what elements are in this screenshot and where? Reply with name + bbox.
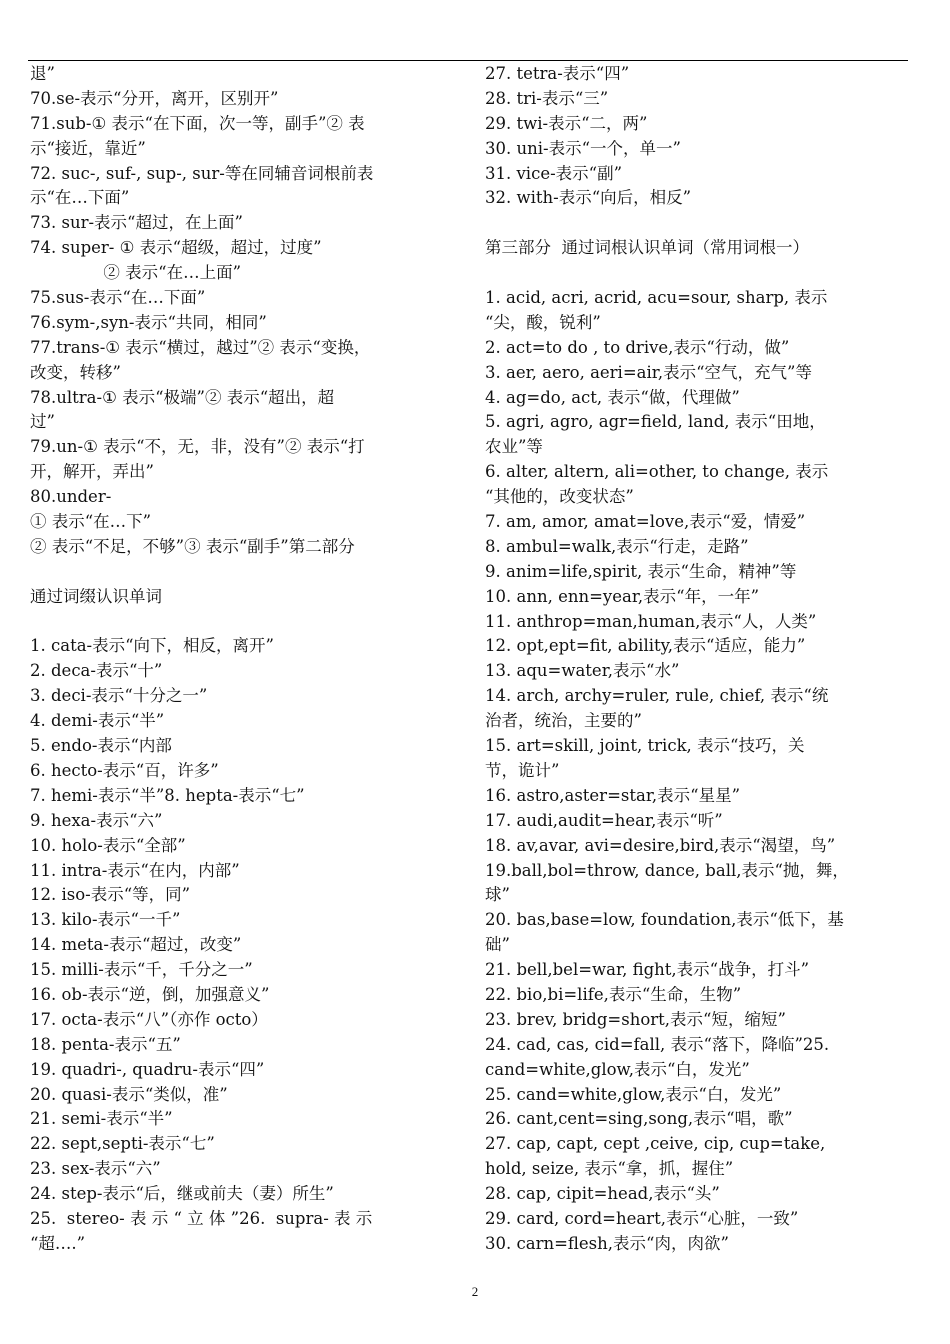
right-column-line: 27. tetra-表示“四” (485, 64, 630, 83)
left-column-line: 21. semi-表示“半” (30, 1109, 173, 1129)
right-column-line: 7. am, amor, amat=love,表示“爱，情爱” (485, 512, 806, 532)
left-column-line: 17. octa-表示“八”（亦作 octo） (30, 1009, 268, 1029)
right-column-line: 10. ann, enn=year,表示“年，一年” (485, 586, 760, 606)
left-column-line: 过” (30, 412, 55, 432)
left-column-line: 6. hecto-表示“百，许多” (30, 760, 219, 780)
left-column-line: 4. demi-表示“半” (30, 711, 165, 731)
right-column-line: 23. brev, bridg=short,表示“短，缩短” (485, 1009, 786, 1029)
left-column-line: 示“接近，靠近” (30, 138, 146, 158)
right-column-line: 29. twi-表示“二，两” (485, 113, 648, 133)
right-column-line: 16. astro,aster=star,表示“星星” (485, 785, 741, 805)
right-column-line: 3. aer, aero, aeri=air,表示“空气，充气”等 (485, 362, 812, 382)
right-column-line: 球” (485, 885, 510, 905)
left-column-line: 11. intra-表示“在内，内部” (30, 860, 240, 880)
right-column-line: 5. agri, agro, agr=field, land, 表示“田地， (485, 412, 826, 432)
right-column-line: 19.ball,bol=throw, dance, ball,表示“抛，舞， (485, 860, 849, 880)
right-column-line: 28. cap, cipit=head,表示“头” (485, 1184, 720, 1204)
right-column-line: 2. act=to do , to drive,表示“行动，做” (485, 337, 790, 357)
left-column-line: 3. deci-表示“十分之一” (30, 686, 208, 706)
right-column-line: 第三部分 通过词根认识单词（常用词根一） (485, 238, 809, 258)
left-column-line: 77.trans-① 表示“横过，越过”② 表示“变换， (30, 337, 371, 357)
left-column-line: 开，解开，弄出” (30, 462, 154, 482)
left-column-line: 2. deca-表示“十” (30, 661, 163, 681)
left-column-line: ① 表示“在…下” (30, 512, 152, 532)
right-column-line: 22. bio,bi=life,表示“生命，生物” (485, 984, 742, 1004)
right-column-line: 29. card, cord=heart,表示“心脏，一致” (485, 1208, 799, 1228)
left-column-line: 24. step-表示“后，继或前夫（妻）所生” (30, 1184, 334, 1204)
right-column-line: 27. cap, capt, cept ,ceive, cip, cup=take, (485, 1134, 826, 1154)
left-column-line: 23. sex-表示“六” (30, 1159, 161, 1179)
right-column-line: 4. ag=do, act, 表示“做，代理做” (485, 387, 740, 407)
left-column-line: 1. cata-表示“向下，相反，离开” (30, 636, 274, 656)
right-column-line: 31. vice-表示“副” (485, 163, 623, 183)
left-column-line: “超….” (30, 1233, 86, 1253)
right-column-line: 25. cand=white,glow,表示“白，发光” (485, 1084, 782, 1104)
left-column-line: 通过词缀认识单词 (30, 586, 162, 606)
left-column-line: 20. quasi-表示“类似，准” (30, 1084, 228, 1104)
left-column-line: 5. endo-表示“内部 (30, 736, 172, 756)
left-column-line: 13. kilo-表示“一千” (30, 910, 181, 930)
right-column-line: “尖，酸，锐利” (485, 312, 601, 332)
left-column-line: 72. suc-, suf-, sup-, sur-等在同辅音词根前表 (30, 163, 374, 183)
left-column-line: 12. iso-表示“等，同” (30, 885, 191, 905)
right-column-line (485, 261, 909, 286)
right-column-line: 24. cad, cas, cid=fall, 表示“落下，降临”25. (485, 1034, 830, 1054)
left-column-line: 78.ultra-① 表示“极端”② 表示“超出，超 (30, 387, 335, 407)
page-number: 2 (471, 1284, 479, 1299)
top-rule (28, 60, 908, 61)
left-column-line: 71.sub-① 表示“在下面，次一等，副手”② 表 (30, 113, 365, 133)
left-column-line: 15. milli-表示“千，千分之一” (30, 960, 253, 980)
right-column-line: 30. carn=flesh,表示“肉，肉欲” (485, 1233, 729, 1253)
right-column-line: 13. aqu=water,表示“水” (485, 661, 680, 681)
right-column-line: 12. opt,ept=fit, ability,表示“适应，能力” (485, 636, 806, 656)
right-column-line: 15. art=skill, joint, trick, 表示“技巧，关 (485, 736, 805, 756)
right-column-line: 节，诡计” (485, 760, 560, 780)
left-column-line: 14. meta-表示“超过，改变” (30, 935, 242, 955)
right-column-line: “其他的，改变状态” (485, 487, 634, 507)
left-column-line: ② 表示“在…上面” (30, 263, 242, 283)
left-column-line (30, 610, 454, 635)
right-column-line: 1. acid, acri, acrid, acu=sour, sharp, 表示 (485, 288, 828, 308)
left-column-line: 9. hexa-表示“六” (30, 810, 163, 830)
left-column-line: 示“在…下面” (30, 188, 130, 208)
right-column (485, 62, 909, 1257)
right-column-line: 治者，统治，主要的” (485, 711, 642, 731)
right-column-line: 26. cant,cent=sing,song,表示“唱，歌” (485, 1109, 793, 1129)
right-column-line: 17. audi,audit=hear,表示“听” (485, 810, 723, 830)
left-column-line: 76.sym-,syn-表示“共同，相同” (30, 312, 267, 332)
left-column-line: 25. stereo- 表 示 “ 立 体 ”26. supra- 表 示 (30, 1208, 373, 1228)
right-column-line: 18. av,avar, avi=desire,bird,表示“渴望，鸟” (485, 835, 836, 855)
right-column-line (485, 211, 909, 236)
left-column-line: 74. super- ① 表示“超级，超过，过度” (30, 238, 322, 258)
right-column-line: 农业”等 (485, 437, 543, 457)
right-column-line: 21. bell,bel=war, fight,表示“战争，打斗” (485, 960, 810, 980)
left-column-line: 18. penta-表示“五” (30, 1034, 181, 1054)
left-column-line: 16. ob-表示“逆，倒，加强意义” (30, 984, 270, 1004)
right-column-line: hold, seize, 表示“拿，抓，握住” (485, 1159, 734, 1179)
left-column-line: 19. quadri-, quadru-表示“四” (30, 1059, 265, 1079)
right-column-line: 32. with-表示“向后，相反” (485, 188, 692, 208)
right-column-line: cand=white,glow,表示“白，发光” (485, 1059, 750, 1079)
left-column-line (30, 560, 454, 585)
left-column-line: 改变，转移” (30, 362, 121, 382)
right-column-line: 28. tri-表示“三” (485, 88, 609, 108)
right-column-line: 础” (485, 935, 510, 955)
right-column-line: 30. uni-表示“一个，单一” (485, 138, 681, 158)
right-column-line: 9. anim=life,spirit, 表示“生命，精神”等 (485, 561, 797, 581)
left-column-line: 70.se-表示“分开，离开，区别开” (30, 88, 279, 108)
right-column-line: 14. arch, archy=ruler, rule, chief, 表示“统 (485, 686, 829, 706)
right-column-line: 20. bas,base=low, foundation,表示“低下，基 (485, 910, 844, 930)
left-column-line: 80.under- (30, 487, 112, 507)
left-column-line: 79.un-① 表示“不，无，非，没有”② 表示“打 (30, 437, 365, 457)
left-column-line: 10. holo-表示“全部” (30, 835, 186, 855)
left-column (30, 62, 454, 1257)
left-column-line: 22. sept,septi-表示“七” (30, 1134, 215, 1154)
left-column-line: 7. hemi-表示“半”8. hepta-表示“七” (30, 785, 305, 805)
right-column-line: 11. anthrop=man,human,表示“人，人类” (485, 611, 817, 631)
right-column-line: 6. alter, altern, ali=other, to change, 表示 (485, 462, 829, 482)
left-column-line: 75.sus-表示“在…下面” (30, 288, 206, 308)
left-column-line: ② 表示“不足，不够”③ 表示“副手”第二部分 (30, 536, 355, 556)
left-column-line: 退” (30, 64, 55, 83)
right-column-line: 8. ambul=walk,表示“行走，走路” (485, 536, 749, 556)
left-column-line: 73. sur-表示“超过，在上面” (30, 213, 243, 233)
